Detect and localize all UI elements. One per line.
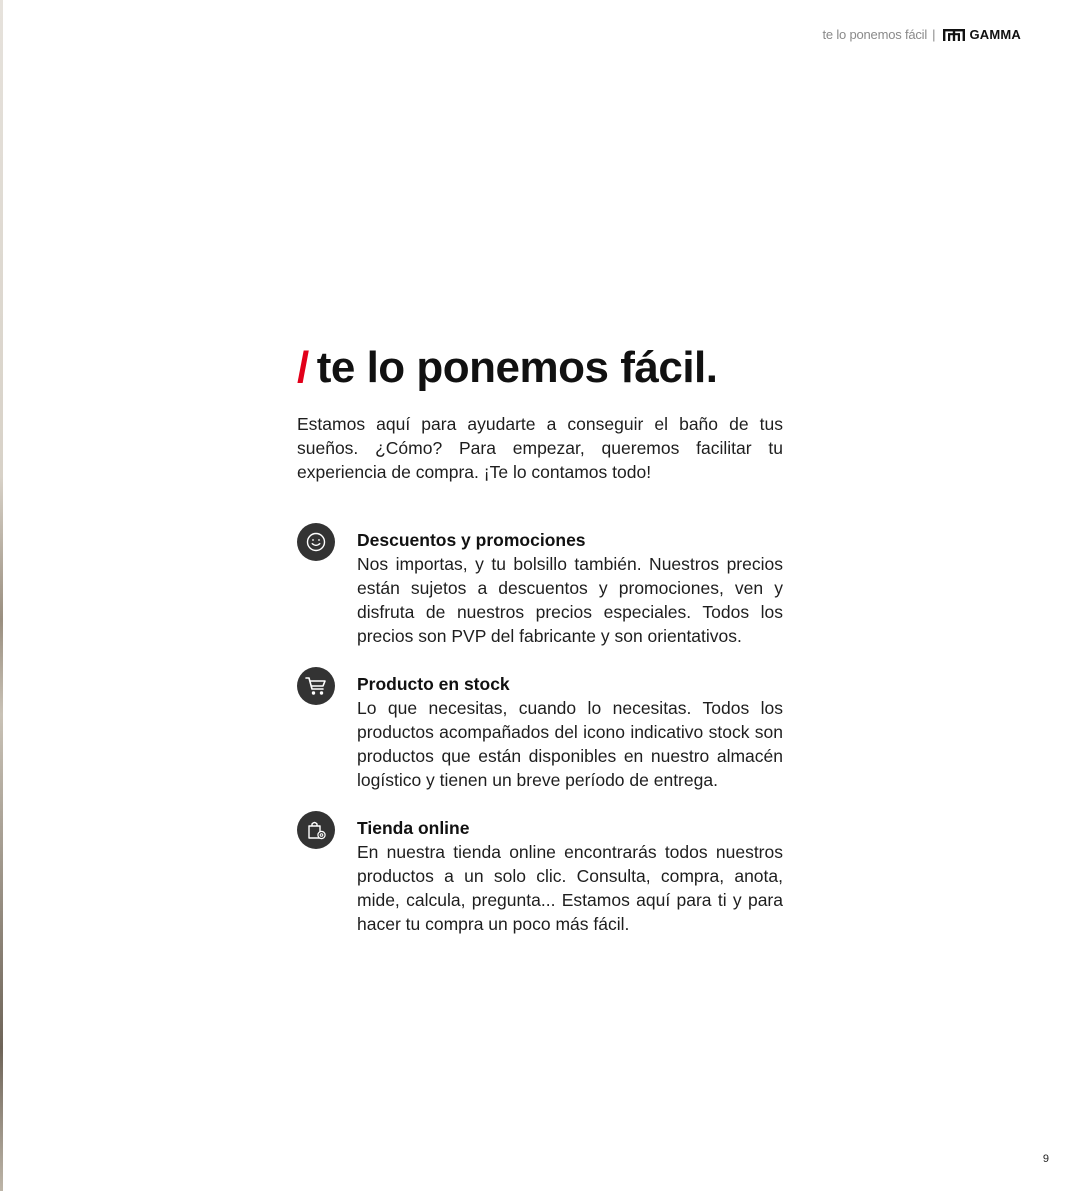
feature-title: Descuentos y promociones: [357, 530, 586, 550]
title-slash: /: [297, 343, 309, 392]
feature-text: Nos importas, y tu bolsillo también. Nuestros precios están sujetos a descuentos y promociones, ven y disfruta de nuestros precios especiales. Todos los precios son PVP del fabricante y son orientativos.: [357, 554, 783, 646]
feature-text: Lo que necesitas, cuando lo necesitas. Todos los productos acompañados del icono indicativo stock son productos que están disponibles en nuestro almacén logístico y tienen un breve período de entrega.: [357, 698, 783, 790]
feature-discounts: [297, 528, 783, 648]
header-separator: |: [932, 27, 936, 42]
gamma-logo-icon: [943, 29, 965, 41]
main-content: [297, 340, 783, 960]
feature-stock: [297, 672, 783, 792]
feature-title: Tienda online: [357, 818, 470, 838]
smiley-icon: [297, 523, 335, 561]
feature-title: Producto en stock: [357, 674, 510, 694]
features-list: [297, 528, 783, 936]
page-header: [822, 27, 1021, 43]
page-number: 9: [1042, 1153, 1049, 1165]
page-title: [297, 340, 783, 396]
feature-online-store: [297, 816, 783, 936]
page-edge-strip: [0, 0, 3, 1191]
title-emphasis: fácil.: [620, 343, 718, 392]
cart-icon: [297, 667, 335, 705]
title-text: te lo ponemos: [316, 343, 621, 392]
shopping-bag-icon: [297, 811, 335, 849]
intro-paragraph: Estamos aquí para ayudarte a conseguir el baño de tus sueños. ¿Cómo? Para empezar, queremos facilitar tu experiencia de compra. ¡Te lo contamos todo!: [297, 414, 783, 482]
feature-text: En nuestra tienda online encontrarás todos nuestros productos a un solo clic. Consulta, compra, anota, mide, calcula, pregunta... Estamos aquí para ti y para hacer tu compra un poco más fácil.: [357, 842, 783, 934]
brand-logo: [943, 27, 1021, 43]
header-tagline: te lo ponemos fácil: [822, 27, 928, 42]
brand-name: GAMMA: [969, 27, 1021, 42]
